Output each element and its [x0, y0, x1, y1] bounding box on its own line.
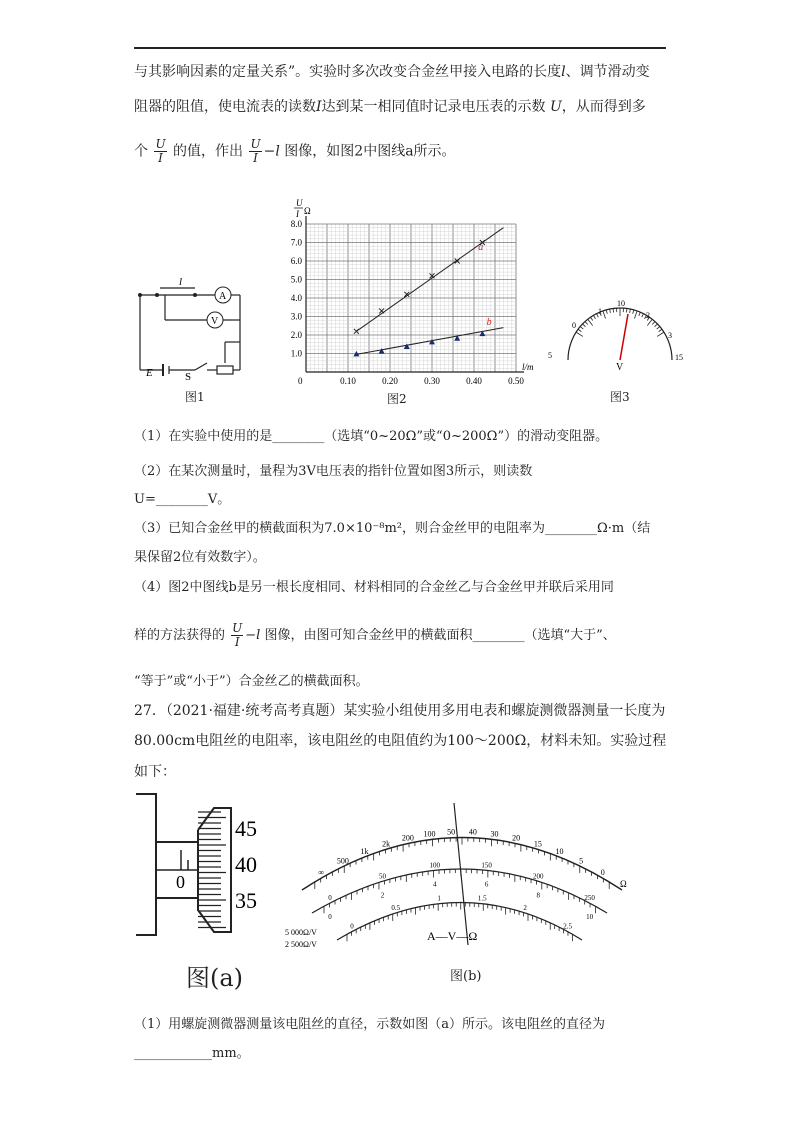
- ac-scale-label: 2.5: [563, 922, 572, 931]
- series-label-a: a: [478, 241, 484, 253]
- ohm-scale-label: 5: [579, 856, 584, 866]
- y-tick-label: 4.0: [290, 293, 302, 303]
- emf-label: E: [146, 367, 153, 379]
- thimble-label-35: 35: [235, 888, 257, 913]
- y-tick-label: 7.0: [290, 237, 302, 248]
- y-tick-label: 2.0: [290, 330, 302, 340]
- y-tick-label: 3.0: [290, 311, 302, 322]
- y-tick-label: 1.0: [290, 348, 302, 359]
- dial-tick: [593, 315, 595, 318]
- dial-tick: [576, 332, 583, 336]
- dial-tick: [659, 329, 662, 331]
- ohm-scale-label: 2k: [382, 839, 391, 849]
- question-2b: U=________V。: [134, 492, 231, 507]
- question-3a: （3）已知合金丝甲的横截面积为7.0×10⁻⁸m²，则合金丝甲的电阻率为________Ω·m（结: [134, 521, 651, 536]
- meter-function-label: A—V—Ω: [427, 929, 478, 943]
- dial-tick: [613, 308, 614, 312]
- dc-scale-label: 200: [533, 872, 544, 881]
- dial-tick: [585, 322, 588, 325]
- dc-scale-label-10: 4: [433, 880, 437, 889]
- top-rule: [134, 47, 666, 49]
- dial-tick: [583, 324, 586, 327]
- dial-label-3: 3: [668, 331, 672, 340]
- series-line-b: [356, 328, 503, 355]
- figure-3-voltmeter: [548, 298, 688, 378]
- ohm-scale-label: 20: [512, 833, 521, 843]
- dial-tick: [578, 329, 581, 331]
- ohm-scale-label: 30: [490, 829, 499, 839]
- ohm-scale-label: 500: [336, 856, 349, 866]
- dial-tick: [652, 322, 655, 325]
- text-line-2: 阻器的阻值，使电流表的读数I达到某一相同值时记录电压表的示数 U，从而得到多: [134, 99, 646, 115]
- figure-b-caption: 图(b): [450, 969, 482, 984]
- origin-label: 0: [298, 376, 303, 386]
- dial-tick: [655, 324, 658, 327]
- y-tick-label: 8.0: [290, 219, 302, 229]
- switch-label: S: [185, 371, 192, 383]
- question-3b: 果保留2位有效数字）。: [134, 550, 266, 565]
- ohm-scale-label: 1k: [360, 846, 369, 856]
- y-tick-label: 6.0: [290, 256, 302, 266]
- x-axis-label: l/m: [522, 362, 534, 372]
- multimeter-needle: [454, 803, 468, 945]
- dial-tick: [603, 311, 606, 319]
- question-27-1a: （1）用螺旋测微器测量该电阻丝的直径，示数如图（a）所示。该电阻丝的直径为: [134, 1017, 606, 1032]
- dc-scale-label: 0: [328, 894, 332, 903]
- ac-scale-label: 2: [523, 903, 527, 912]
- y-axis-label-num: U: [296, 198, 303, 208]
- sensitivity-label-1: 5 000Ω/V: [285, 928, 317, 937]
- question-1: （1）在实验中使用的是________（选填“0~20Ω”或“0~200Ω”）的滑动变阻器。: [134, 429, 609, 444]
- thimble-label-40: 40: [235, 852, 257, 877]
- series-label-b: b: [486, 316, 492, 328]
- ohm-scale-label: 40: [468, 827, 477, 837]
- dc-scale-label: 250: [584, 894, 595, 903]
- y-axis-label-den: I: [296, 209, 299, 219]
- dc-scale-label-10: 2: [380, 891, 385, 900]
- figure-1-caption: 图1: [185, 390, 205, 404]
- figure-2-caption: 图2: [387, 392, 407, 406]
- x-tick-label: 0.10: [340, 376, 356, 386]
- dial-label-5: 5: [548, 351, 552, 360]
- ohm-scale-label: 10: [555, 846, 564, 856]
- question-4b: 样的方法获得的 $\frac{U}{I}$ −l 图像，由图可知合金丝甲的横截面积________（选填“大于”、: [134, 621, 616, 649]
- ohm-scale-label: 100: [423, 829, 436, 839]
- sensitivity-label-2: 2 500Ω/V: [285, 940, 317, 949]
- question-4a: （4）图2中图线b是另一根长度相同、材料相同的合金丝乙与合金丝甲并联后采用同: [134, 580, 614, 595]
- fraction-ui: $\frac{U}{I}$: [232, 621, 243, 649]
- problem-27-line-2: 80.00cm电阻丝的电阻率，该电阻丝的电阻值约为100～200Ω，材料未知。实验过程: [134, 733, 667, 749]
- question-2a: （2）在某次测量时，量程为3V电压表的指针位置如图3所示，则读数: [134, 464, 533, 479]
- question-4c: “等于”或“小于”）合金丝乙的横截面积。: [134, 674, 369, 689]
- ohm-unit-label: Ω: [620, 879, 627, 889]
- dial-tick: [580, 327, 583, 330]
- ohm-scale-label: 200: [401, 833, 414, 843]
- ohm-scale-label: 15: [533, 839, 542, 849]
- dc-scale-label-10: 10: [586, 913, 594, 922]
- x-tick-label: 0.40: [466, 376, 482, 386]
- question-27-1b: ____________mm。: [134, 1046, 250, 1061]
- ac-scale-label: 1: [437, 894, 441, 903]
- figure-2-chart: [268, 196, 534, 396]
- text-line-3: 个 $\frac{U}{I}$ 的值，作出 $\frac{U}{I}$ −l 图像，如图2中图线a所示。: [134, 137, 456, 165]
- dial-tick: [657, 327, 660, 330]
- y-axis-unit: Ω: [304, 206, 311, 216]
- voltmeter-needle: [620, 314, 628, 360]
- sleeve-label-0: 0: [176, 872, 185, 892]
- dial-tick: [626, 308, 627, 312]
- ammeter-label: A: [219, 291, 227, 302]
- dial-tick: [639, 312, 641, 316]
- dial-tick: [633, 310, 634, 314]
- fraction-ui: $\frac{U}{I}$: [250, 137, 261, 165]
- dc-scale-label-10: 0: [328, 913, 332, 922]
- problem-27-line-1: 27．（2021·福建·统考高考真题）某实验小组使用多用电表和螺旋测微器测量一长度为: [134, 703, 666, 719]
- ac-scale-label: 1.5: [477, 894, 487, 903]
- dial-tick: [630, 309, 631, 313]
- dc-scale-label-10: 8: [536, 891, 541, 900]
- problem-27-line-3: 如下：: [134, 764, 176, 780]
- voltmeter-label: V: [211, 316, 219, 327]
- y-tick-label: 5.0: [290, 274, 302, 285]
- dial-label-10: 10: [617, 299, 625, 308]
- ohm-scale-label: 50: [447, 827, 456, 837]
- dial-tick: [588, 319, 593, 325]
- figure-b-multimeter: [282, 795, 642, 955]
- dc-scale-label: 150: [481, 861, 492, 870]
- x-tick-label: 0.30: [424, 376, 440, 386]
- x-tick-label: 0.20: [382, 376, 398, 386]
- length-label: l: [179, 276, 183, 288]
- figure-3-caption: 图3: [610, 390, 630, 404]
- dial-tick: [647, 319, 652, 325]
- ac-scale-label: 0.5: [391, 903, 401, 912]
- ohm-scale-label: 0: [600, 868, 605, 878]
- thimble-label-45: 45: [235, 816, 257, 841]
- dc-scale-label-10: 6: [484, 880, 489, 889]
- dc-scale-label: 100: [429, 861, 441, 870]
- ohm-scale-label: ∞: [318, 868, 325, 878]
- fraction-ui: $\frac{U}{I}$: [155, 137, 166, 165]
- figure-1-circuit: [135, 270, 245, 383]
- dial-tick: [657, 332, 664, 336]
- dial-label-0: 0: [572, 321, 576, 330]
- dial-label-1: 1: [598, 307, 602, 316]
- dial-tick: [642, 314, 644, 318]
- meter-v-label: V: [616, 362, 624, 373]
- dial-label-15: 15: [675, 353, 683, 362]
- x-tick-label: 0.50: [508, 376, 524, 386]
- dial-label-2: 2: [646, 311, 650, 320]
- text-line-1: 与其影响因素的定量关系”。实验时多次改变合金丝甲接入电路的长度l、调节滑动变: [134, 64, 650, 80]
- dc-scale-label: 50: [379, 872, 387, 881]
- dial-tick: [610, 309, 611, 313]
- figure-a-caption: 图(a): [186, 964, 244, 992]
- figure-a-micrometer: [136, 790, 296, 945]
- dial-tick: [606, 310, 607, 314]
- ac-scale-label: 0: [350, 922, 354, 931]
- point-b: [429, 339, 435, 345]
- dial-tick: [634, 311, 637, 319]
- dial-tick: [591, 317, 593, 320]
